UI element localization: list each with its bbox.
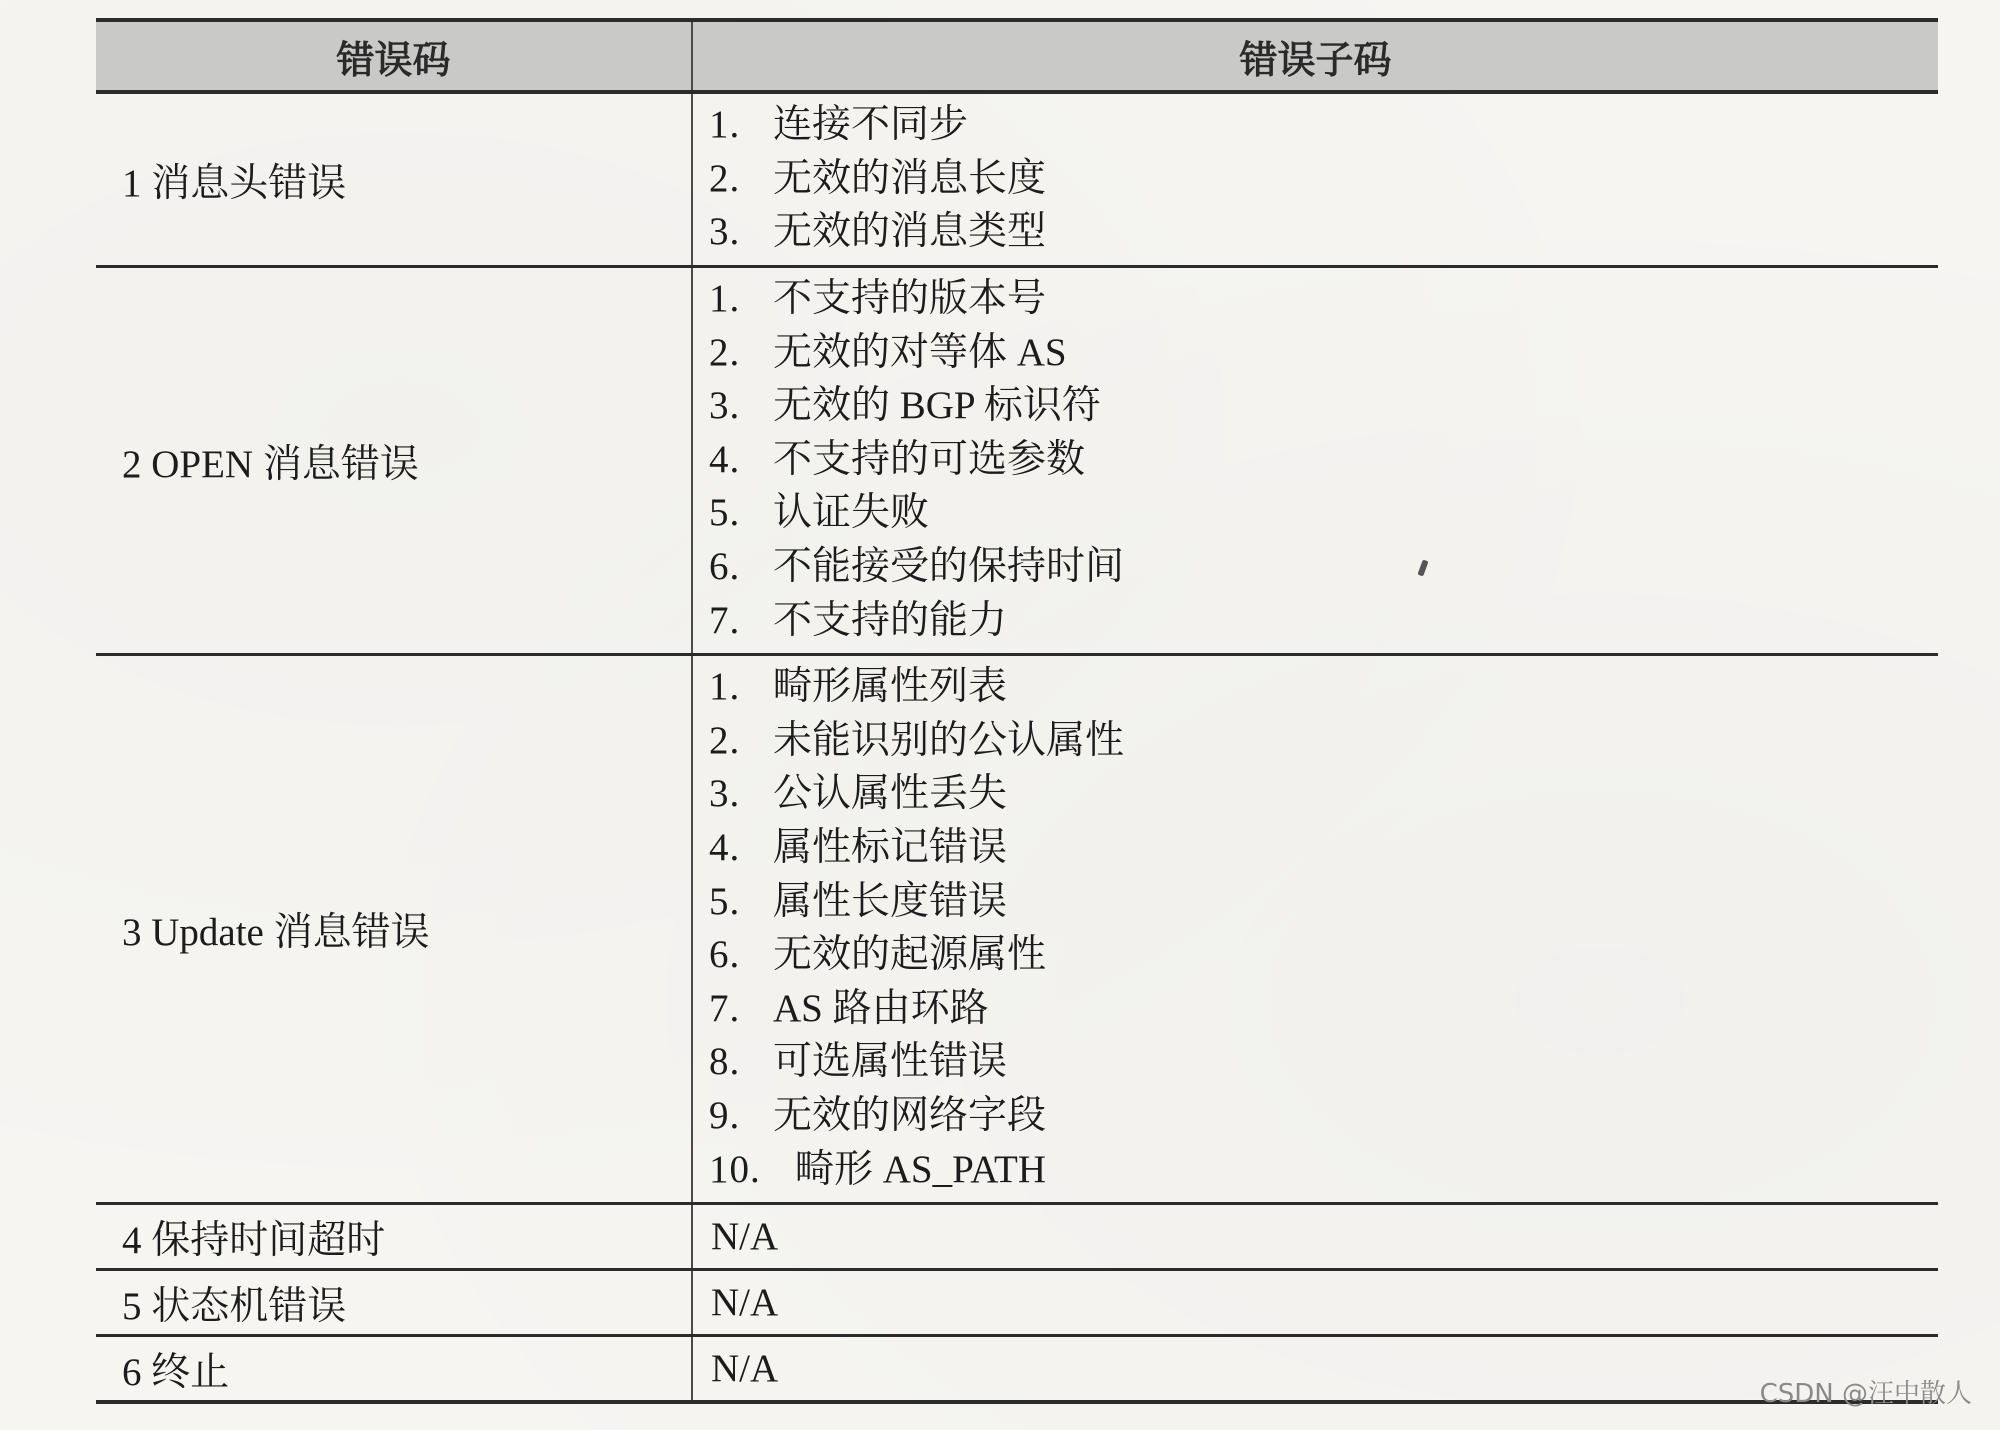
list-item bbox=[709, 821, 1938, 875]
error-code-cell: 4 保持时间超时 bbox=[96, 1204, 692, 1270]
subcode-number: 5. bbox=[709, 879, 741, 923]
subcode-number: 8. bbox=[709, 1040, 741, 1084]
subcode-number: 1. bbox=[709, 277, 741, 320]
list-item bbox=[709, 875, 1938, 929]
subcode-text: 公认属性丢失 bbox=[773, 772, 1008, 816]
bgp-error-code-table bbox=[96, 18, 1938, 1404]
error-subcode-cell bbox=[692, 1336, 1938, 1403]
subcode-number: 2. bbox=[709, 330, 741, 374]
subcode-text: 无效的消息类型 bbox=[773, 210, 1047, 254]
subcode-list bbox=[709, 268, 1938, 653]
subcode-list bbox=[709, 656, 1938, 1202]
error-code-cell: 6 终止 bbox=[96, 1336, 692, 1403]
subcode-number: 9. bbox=[709, 1093, 741, 1137]
error-code-cell: 1 消息头错误 bbox=[96, 92, 692, 267]
subcode-value: N/A bbox=[711, 1281, 779, 1325]
error-subcode-cell bbox=[692, 1270, 1938, 1336]
subcode-text: 属性标记错误 bbox=[773, 825, 1008, 869]
list-item bbox=[709, 98, 1938, 152]
table-header-row bbox=[96, 20, 1938, 92]
subcode-number: 6. bbox=[709, 544, 741, 588]
subcode-number: 1. bbox=[709, 103, 741, 147]
subcode-text: 无效的对等体 AS bbox=[773, 330, 1067, 374]
list-item bbox=[709, 486, 1938, 540]
list-item bbox=[709, 714, 1938, 768]
table-row bbox=[96, 1270, 1938, 1336]
subcode-text: 属性长度错误 bbox=[773, 879, 1008, 923]
subcode-number: 4. bbox=[709, 825, 741, 869]
table-row bbox=[96, 1204, 1938, 1270]
table-row bbox=[96, 655, 1938, 1204]
error-subcode-cell bbox=[692, 655, 1938, 1204]
subcode-number: 6. bbox=[709, 933, 741, 977]
subcode-value: N/A bbox=[711, 1347, 779, 1391]
error-subcode-cell bbox=[692, 92, 1938, 267]
subcode-text: 无效的起源属性 bbox=[773, 933, 1047, 977]
subcode-list bbox=[709, 94, 1938, 265]
table-row bbox=[96, 1336, 1938, 1403]
subcode-number: 2. bbox=[709, 156, 741, 200]
table-row bbox=[96, 92, 1938, 267]
list-item bbox=[709, 205, 1938, 259]
subcode-text: 畸形 AS_PATH bbox=[795, 1147, 1047, 1191]
subcode-text: 畸形属性列表 bbox=[773, 665, 1008, 709]
subcode-text: 无效的网络字段 bbox=[773, 1093, 1047, 1137]
list-item bbox=[709, 272, 1938, 326]
list-item bbox=[709, 1035, 1938, 1089]
subcode-text: 不能接受的保持时间 bbox=[773, 544, 1125, 588]
subcode-number: 4. bbox=[709, 437, 741, 481]
subcode-text: 不支持的能力 bbox=[773, 598, 1008, 642]
watermark: CSDN @汪中散人 bbox=[1759, 1379, 1972, 1409]
subcode-text: 无效的 BGP 标识符 bbox=[773, 384, 1101, 428]
error-subcode-cell bbox=[692, 267, 1938, 655]
list-item bbox=[709, 152, 1938, 206]
list-item bbox=[709, 433, 1938, 487]
subcode-text: 不支持的可选参数 bbox=[773, 437, 1086, 481]
list-item bbox=[709, 1089, 1938, 1143]
subcode-number: 1. bbox=[709, 665, 741, 709]
error-code-cell: 5 状态机错误 bbox=[96, 1270, 692, 1336]
subcode-number: 7. bbox=[709, 598, 741, 642]
subcode-text: 认证失败 bbox=[773, 491, 930, 535]
subcode-text: 不支持的版本号 bbox=[773, 277, 1047, 320]
error-subcode-cell bbox=[692, 1204, 1938, 1270]
subcode-value: N/A bbox=[711, 1215, 779, 1259]
list-item bbox=[709, 326, 1938, 380]
subcode-number: 10. bbox=[709, 1147, 761, 1191]
list-item bbox=[709, 540, 1938, 594]
header-error-code: 错误码 bbox=[96, 20, 692, 92]
list-item bbox=[709, 379, 1938, 433]
header-error-subcode: 错误子码 bbox=[692, 20, 1938, 92]
subcode-text: AS 路由环路 bbox=[773, 986, 989, 1030]
subcode-number: 3. bbox=[709, 384, 741, 428]
subcode-text: 可选属性错误 bbox=[773, 1040, 1008, 1084]
list-item bbox=[709, 982, 1938, 1036]
table-row bbox=[96, 267, 1938, 655]
list-item bbox=[709, 594, 1938, 648]
subcode-number: 2. bbox=[709, 718, 741, 762]
list-item bbox=[709, 928, 1938, 982]
error-code-cell: 2 OPEN 消息错误 bbox=[96, 267, 692, 655]
subcode-text: 未能识别的公认属性 bbox=[773, 718, 1125, 762]
subcode-number: 7. bbox=[709, 986, 741, 1030]
error-code-cell: 3 Update 消息错误 bbox=[96, 655, 692, 1204]
list-item bbox=[709, 767, 1938, 821]
list-item bbox=[709, 660, 1938, 714]
subcode-text: 连接不同步 bbox=[773, 103, 969, 147]
list-item bbox=[709, 1143, 1938, 1197]
subcode-number: 3. bbox=[709, 772, 741, 816]
subcode-number: 3. bbox=[709, 210, 741, 254]
subcode-text: 无效的消息长度 bbox=[773, 156, 1047, 200]
subcode-number: 5. bbox=[709, 491, 741, 535]
